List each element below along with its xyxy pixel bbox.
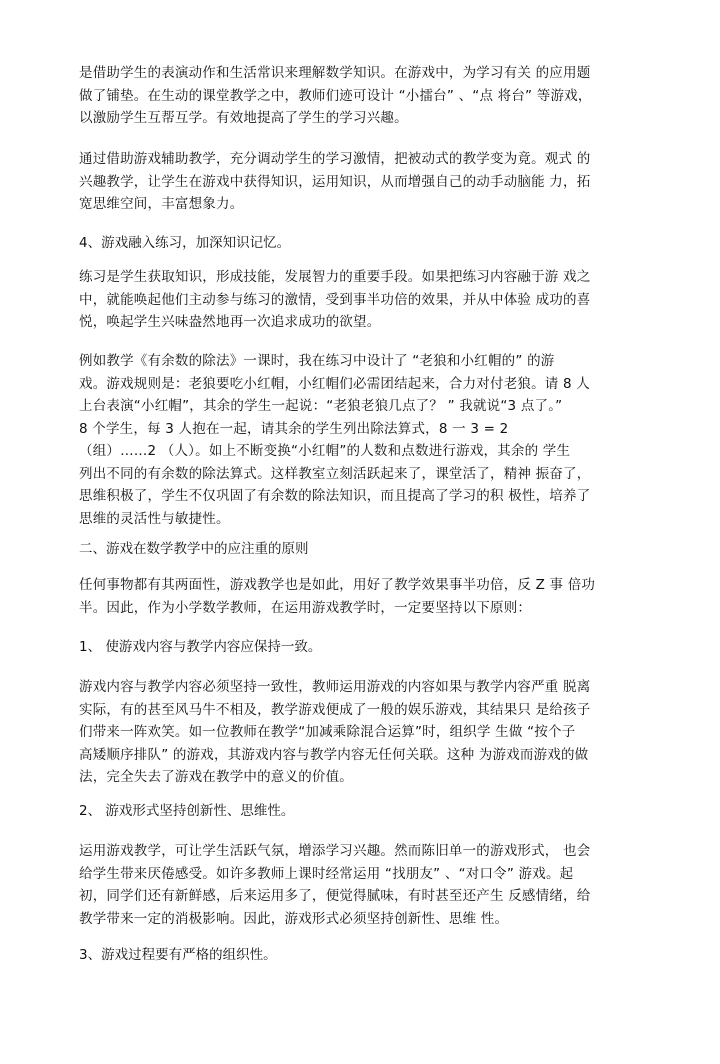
text-line: 思维的灵活性与敏捷性。 [79,510,230,527]
paragraph-game-role-play [79,62,659,130]
text-line: 半。因此，作为小学数学教师，在运用游戏教学时，一定要坚持以下原则： [79,599,532,616]
text-line: 思维积极了，学生不仅巩固了有余数的除法知识，而且提高了学习的积 极性，培养了 [79,488,591,504]
section-heading-4: 4、游戏融入练习，加深知识记忆。 [79,235,291,251]
text-line: 上台表演“小红帽”，其余的学生一起说：“老狼老狼几点了？ ” 我就说“3 点了。” [79,398,563,414]
paragraph-two-sides [79,574,659,619]
text-line: 中，就能唤起他们主动参与练习的激情，受到事半功倍的效果，并从中体验 成功的喜 [79,291,591,308]
section-heading-2: 2、 游戏形式坚持创新性、思维性。 [79,803,295,819]
text-line: 做了铺垫。在生动的课堂教学之中，教师们迹可设计 “小擂台” 、“点 将台” 等游戏， [79,87,592,104]
text-line: 高矮顺序排队” 的游戏，其游戏内容与教学内容无任何关联。这种 为游戏而游戏的做 [79,746,589,763]
text-line: 8 个学生，每 3 人抱在一起，请其余的学生列出除法算式，8 一 3 = 2 [79,420,509,437]
text-line: 实际，有的甚至风马牛不相及，教学游戏便成了一般的娱乐游戏，其结果只 是给孩子 [79,701,591,718]
text-line: 是借助学生的表演动作和生活常识来理解数学知识。在游戏中，为学习有关 的应用题 [79,65,591,81]
text-line: 通过借助游戏辅助教学，充分调动学生的学习激情，把被动式的教学变为竟。观式 的 [79,151,591,167]
text-line: 宽思维空间，丰富想象力。 [79,196,244,212]
paragraph-game-assisted-teaching [79,148,659,216]
text-line: 以激励学生互帮互学。有效地提高了学生的学习兴趣。 [79,110,408,126]
text-line: 法，完全失去了游戏在教学中的意义的价值。 [79,769,353,785]
text-line: （组）……2 （人）。如上不断变换“小红帽”的人数和点数进行游戏，其余的 学生 [79,443,571,459]
text-line: 教学带来一定的消极影响。因此，游戏形式必须坚持创新性、思维 性。 [79,910,509,927]
text-line: 运用游戏教学，可让学生活跃气氛，增添学习兴趣。然而陈旧单一的游戏形式， 也会 [79,843,591,859]
text-line: 例如教学《有余数的除法》一课时，我在练习中设计了 “老狼和小红帽的” 的游 [79,353,555,369]
section-heading-two: 二、游戏在数学教学中的应注重的原则 [79,541,309,557]
text-line: 悦，唤起学生兴味盎然地再一次追求成功的欲望。 [79,314,381,330]
paragraph-practice-importance [79,266,659,334]
text-line: 初，同学们还有新鲜感，后来运用多了，便觉得腻味，有时甚至还产生 反感情绪，给 [79,888,591,904]
section-heading-1: 1、 使游戏内容与教学内容应保持一致。 [79,639,322,655]
section-heading-3: 3、游戏过程要有严格的组织性。 [79,947,277,963]
text-line: 们带来一阵欢笑。如一位教师在教学“加减乘除混合运算”时，组织学 生做 “按个子 [79,724,576,740]
text-line: 练习是学生获取知识，形成技能，发展智力的重要手段。如果把练习内容融于游 戏之 [79,269,591,285]
text-line: 给学生带来厌倦感受。如许多教师上课时经常运用 “找朋友” 、“对口令” 游戏。起 [79,865,574,882]
text-line: 兴趣教学，让学生在游戏中获得知识，运用知识，从而增强自己的动手动脑能 力，拓 [79,173,591,190]
text-line: 列出不同的有余数的除法算式。这样教室立刻活跃起来了，课堂活了，精神 振奋了， [79,465,591,482]
text-line: 游戏内容与教学内容必须坚持一致性，教师运用游戏的内容如果与教学内容严重 脱离 [79,679,591,695]
text-line: 任何事物都有其两面性，游戏教学也是如此，用好了教学效果事半功倍，反 Z 事 倍功 [79,577,596,593]
text-line: 戏。游戏规则是：老狼要吃小红帽，小红帽们必需团结起来，合力对付老狼。请 8 人 [79,375,590,392]
paragraph-division-example [79,350,659,530]
paragraph-innovation [79,840,659,930]
paragraph-content-consistency [79,676,659,789]
